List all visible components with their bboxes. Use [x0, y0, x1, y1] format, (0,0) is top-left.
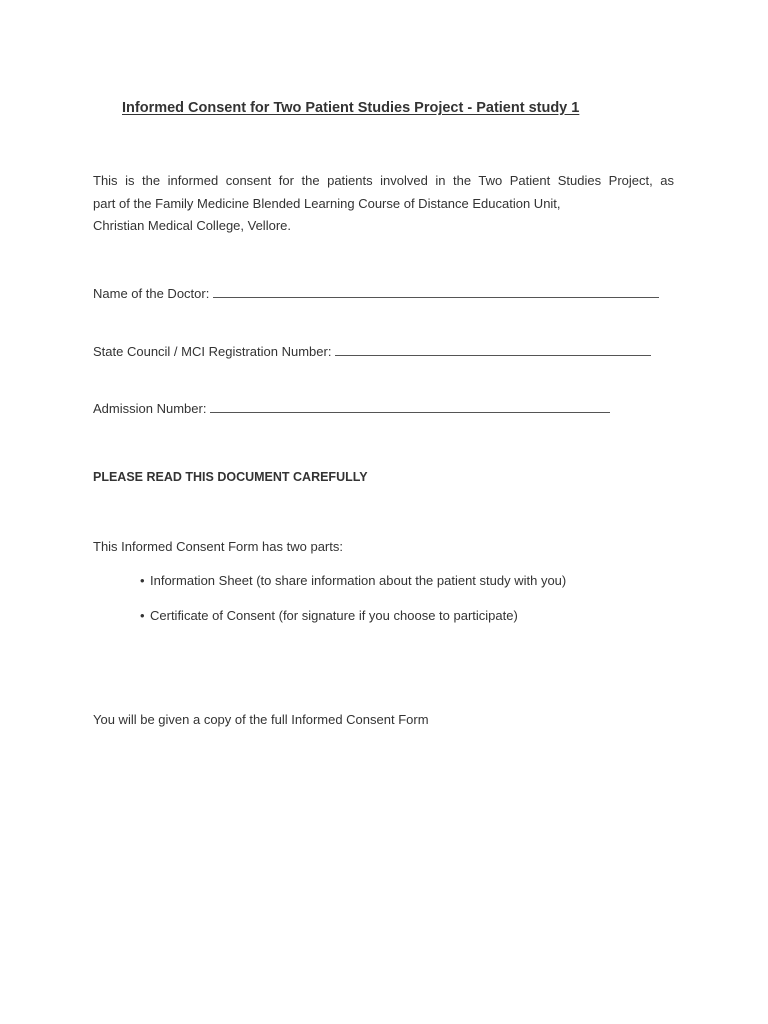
intro-paragraph	[93, 170, 674, 238]
doctor-name-label: Name of the Doctor:	[93, 286, 210, 301]
list-item	[140, 608, 566, 643]
list-item	[140, 573, 566, 608]
admission-number-blank	[210, 400, 610, 413]
admission-number-label: Admission Number:	[93, 401, 207, 416]
part-certificate-of-consent: Certificate of Consent (for signature if you choose to participate)	[150, 608, 518, 623]
read-carefully-notice: PLEASE READ THIS DOCUMENT CAREFULLY	[93, 470, 368, 484]
parts-list	[140, 573, 566, 643]
doctor-name-blank	[213, 285, 659, 298]
bullet-icon: •	[140, 608, 145, 623]
bullet-icon: •	[140, 573, 145, 588]
intro-line-1: This is the informed consent for the patients involved in the Two Patient Studies Project, as	[93, 173, 674, 188]
part-information-sheet: Information Sheet (to share information about the patient study with you)	[150, 573, 567, 588]
intro-line-2: part of the Family Medicine Blended Learning Course of Distance Education Unit,	[93, 195, 561, 211]
closing-note: You will be given a copy of the full Informed Consent Form	[93, 712, 429, 727]
doctor-name-field	[93, 285, 659, 301]
registration-number-label: State Council / MCI Registration Number:	[93, 344, 332, 359]
intro-line-3: Christian Medical College, Vellore.	[93, 218, 291, 233]
document-title: Informed Consent for Two Patient Studies Project - Patient study 1	[122, 100, 580, 116]
registration-number-field	[93, 343, 651, 359]
parts-intro-text: This Informed Consent Form has two parts:	[93, 539, 343, 554]
admission-number-field	[93, 400, 610, 416]
registration-number-blank	[335, 343, 651, 356]
